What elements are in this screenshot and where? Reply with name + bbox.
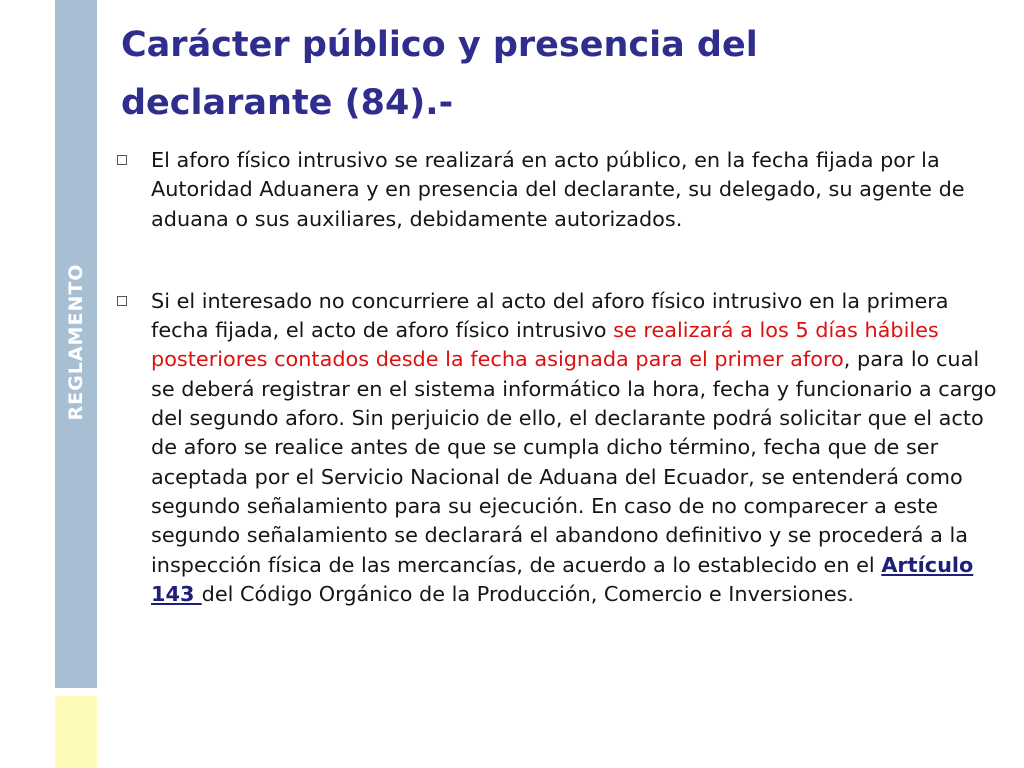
bullet-text: Si el interesado no concurriere al acto del aforo físico intrusivo en la primera fecha fijada, el acto de aforo físico intrusivo [151, 288, 949, 343]
side-accent-block [55, 696, 97, 768]
side-label: REGLAMENTO [65, 263, 87, 421]
highlighted-text: se realizará a los 5 días hábiles posteriores contados desde la fecha asignada para el primer aforo [151, 318, 939, 372]
bullet-text-continued: , para lo cual se deberá registrar en el sistema informático la hora, fecha y funcionario a cargo del segundo aforo. Sin perjuicio de ello, el declarante podrá solicitar que el acto de aforo se realice antes de que se cumpla dicho término, fecha que de ser aceptada por el Servicio Nacional de Aduana del Ecuador, se entenderá como segundo señalamiento para su ejecución. En caso de no comparecer a este segundo señalamiento se declarará el abandono definitivo y se procederá a la inspección física de las mercancías, de acuerdo a lo establecido en el [151, 347, 997, 577]
bullet-item [112, 287, 1004, 609]
slide-title: Carácter público y presencia del declarante (84).- [121, 25, 758, 123]
slide-content [112, 146, 1004, 662]
bullet-text: El aforo físico intrusivo se realizará en acto público, en la fecha fijada por la Autoridad Aduanera y en presencia del declarante, su delegado, su agente de aduana o sus auxiliares, debidamente autorizados. [151, 148, 965, 231]
square-bullet-icon [117, 296, 127, 306]
bullet-item [112, 146, 1004, 234]
bullet-text-end: del Código Orgánico de la Producción, Comercio e Inversiones. [201, 581, 854, 606]
square-bullet-icon [117, 155, 127, 165]
article-link[interactable]: Artículo 143 [151, 552, 974, 606]
